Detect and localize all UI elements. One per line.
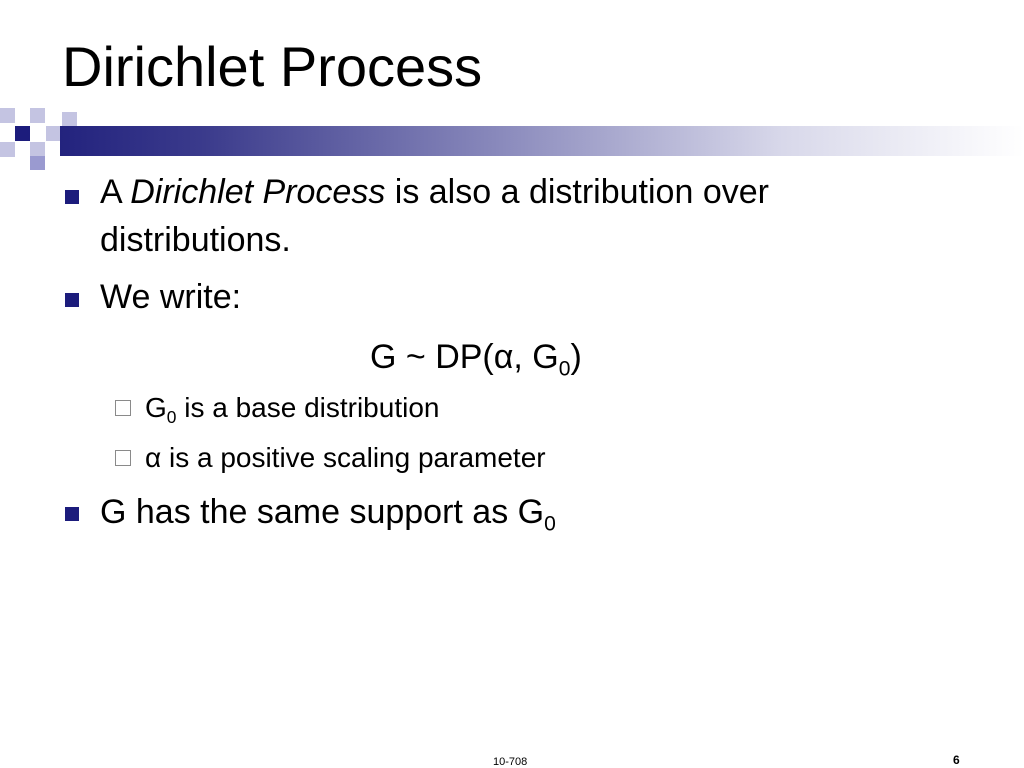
sub-bullet-text: α is a positive scaling parameter — [145, 442, 546, 473]
deco-square — [30, 156, 45, 170]
formula: G ~ DP(α, $G_0$) — [370, 338, 582, 381]
deco-square — [46, 126, 61, 141]
bullet-square-icon — [65, 507, 79, 521]
hollow-square-icon — [115, 400, 131, 416]
deco-square — [0, 108, 15, 123]
deco-square — [15, 126, 30, 141]
bullet-square-icon — [65, 293, 79, 307]
bullet-text: We write: — [100, 278, 242, 316]
deco-square — [30, 142, 45, 157]
slide-title: Dirichlet Process — [62, 35, 483, 98]
hollow-square-icon — [115, 450, 131, 466]
deco-square — [62, 112, 77, 127]
bullet-square-icon — [65, 190, 79, 204]
bullet-text: A Dirichlet Process is also a distribution over distributions. — [100, 173, 769, 259]
deco-square — [0, 142, 15, 157]
title-decoration — [0, 108, 1024, 170]
page-number: 6 — [953, 753, 960, 767]
gradient-bar — [60, 126, 1024, 156]
deco-square — [30, 108, 45, 123]
bullet-text: G has the same support as $G_0$ — [100, 493, 556, 536]
emphasis-text: Dirichlet Process — [130, 173, 386, 211]
footer-course: 10-708 — [493, 756, 528, 768]
sub-bullet-text: $G_0$ is a base distribution — [145, 392, 440, 428]
